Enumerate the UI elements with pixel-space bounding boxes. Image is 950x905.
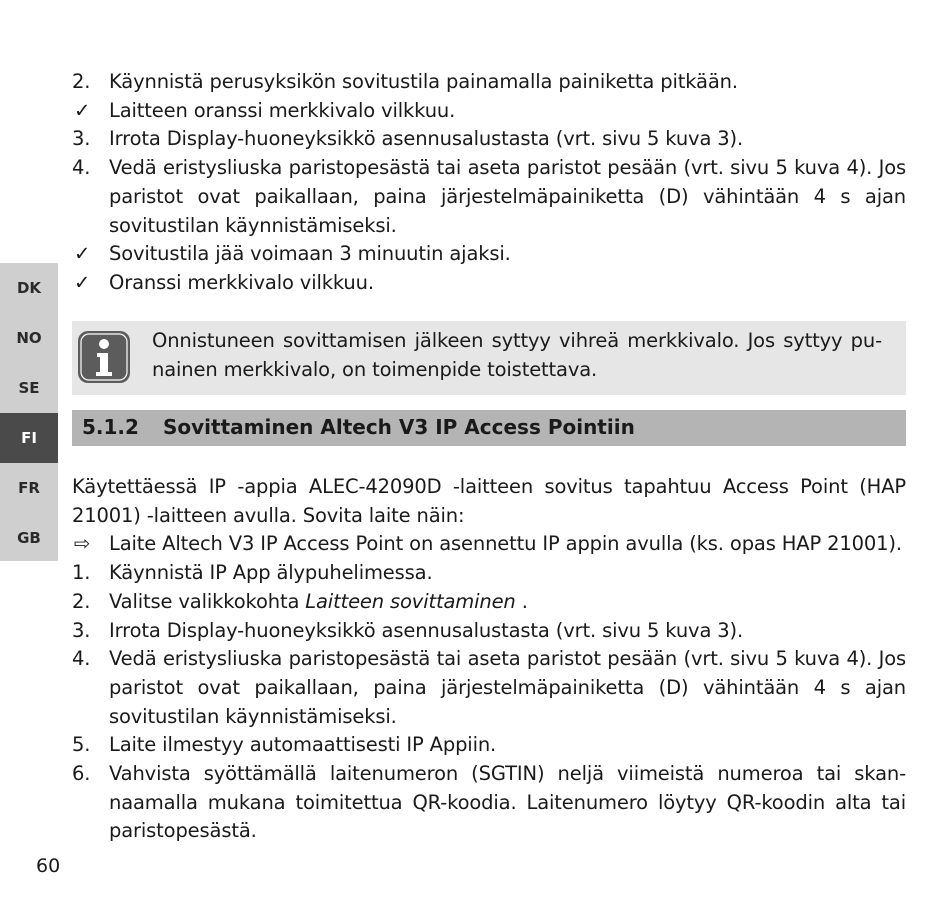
step-number: 4.	[72, 647, 91, 671]
lang-tab-gb[interactable]: GB	[17, 529, 41, 547]
precondition-item	[72, 530, 906, 559]
arrow-right-icon: ⇨	[74, 532, 91, 556]
step-text: Käynnistä IP App älypuhelimessa.	[109, 561, 433, 585]
result-item	[72, 240, 906, 269]
step-text: Irrota Display-huoneyksikkö asennusalustasta (vrt. sivu 5 kuva 3).	[109, 618, 744, 642]
step-number: 2.	[72, 589, 91, 613]
result-item	[72, 97, 906, 126]
step-text: Vedä eristysliuska paristopesästä tai aseta paristot pesään (vrt. sivu 5 kuva 4). Jos paristot ovat paikallaan, paina järjestelmäpainiketta (D) vähintään 4 s ajan sovitustilan käynnistämiseksi.	[109, 647, 906, 728]
intro-paragraph: Käytettäessä IP -appia ALEC-42090D -laitteen sovitus tapahtuu Access Point (HAP 21001) -laitteen avulla. Sovita laite näin:	[72, 475, 906, 527]
result-text: Sovitustila jää voimaan 3 minuutin ajaksi.	[109, 242, 511, 266]
note-text: Onnistuneen sovittamisen jälkeen syttyy vihreä merkkivalo. Jos syttyy pu-nainen merkkivalo, on toimenpide toistettava.	[152, 329, 882, 381]
step-number: 1.	[72, 561, 91, 585]
step-item	[72, 588, 906, 617]
step-text-part: .	[515, 589, 528, 613]
step-item	[72, 559, 906, 588]
lang-tab-no[interactable]: NO	[16, 329, 42, 347]
step-number: 6.	[72, 762, 91, 786]
step-item	[72, 760, 906, 846]
section-title: Sovittaminen Altech V3 IP Access Pointiin	[163, 415, 635, 439]
menu-item-reference: Laitteen sovittaminen	[305, 589, 516, 613]
language-tabs	[0, 263, 58, 561]
result-text: Oranssi merkkivalo vilkkuu.	[109, 270, 374, 294]
step-text: Vahvista syöttämällä laitenumeron (SGTIN) neljä viimeistä numeroa tai skan-naamalla mukana toimitettua QR-koodia. Laitenumero löytyy QR-koodin alta tai paristopesästä.	[109, 762, 906, 843]
check-icon: ✓	[74, 98, 91, 122]
lang-tab-se[interactable]: SE	[18, 379, 40, 397]
step-text: Vedä eristysliuska paristopesästä tai aseta paristot pesään (vrt. sivu 5 kuva 4). Jos paristot ovat paikallaan, paina järjestelmäpainiketta (D) vähintään 4 s ajan sovitustilan käynnistämiseksi.	[109, 156, 906, 237]
result-item	[72, 269, 906, 298]
step-number: 4.	[72, 156, 91, 180]
step-number: 2.	[72, 70, 91, 93]
step-item	[72, 731, 906, 760]
precondition-text: Laite Altech V3 IP Access Point on asennettu IP appin avulla (ks. opas HAP 21001).	[109, 532, 902, 556]
step-text: Laite ilmestyy automaattisesti IP Appiin.	[109, 733, 497, 757]
info-note	[72, 321, 906, 395]
section-heading	[72, 410, 906, 446]
step-number: 3.	[72, 618, 91, 642]
lang-tab-dk[interactable]: DK	[16, 279, 42, 297]
steps-block-2	[72, 473, 906, 846]
section-number: 5.1.2	[82, 415, 139, 439]
step-item	[72, 154, 906, 240]
lang-tab-fr[interactable]: FR	[18, 479, 40, 497]
step-text: Irrota Display-huoneyksikkö asennusalustasta (vrt. sivu 5 kuva 3).	[109, 127, 744, 151]
step-number: 5.	[72, 733, 91, 757]
page-number: 60	[36, 855, 61, 877]
step-item	[72, 617, 906, 646]
step-number: 3.	[72, 127, 91, 151]
step-item	[72, 645, 906, 731]
step-item	[72, 68, 906, 97]
lang-tab-fi[interactable]: FI	[0, 413, 58, 463]
step-text-part: Valitse valikkokohta	[109, 589, 306, 613]
step-item	[72, 125, 906, 154]
check-icon: ✓	[74, 270, 91, 294]
info-icon	[76, 329, 132, 385]
steps-block-1	[72, 68, 906, 298]
step-text	[109, 588, 906, 617]
check-icon: ✓	[74, 242, 91, 266]
step-text: Käynnistä perusyksikön sovitustila painamalla painiketta pitkään.	[109, 70, 738, 93]
result-text: Laitteen oranssi merkkivalo vilkkuu.	[109, 98, 456, 122]
